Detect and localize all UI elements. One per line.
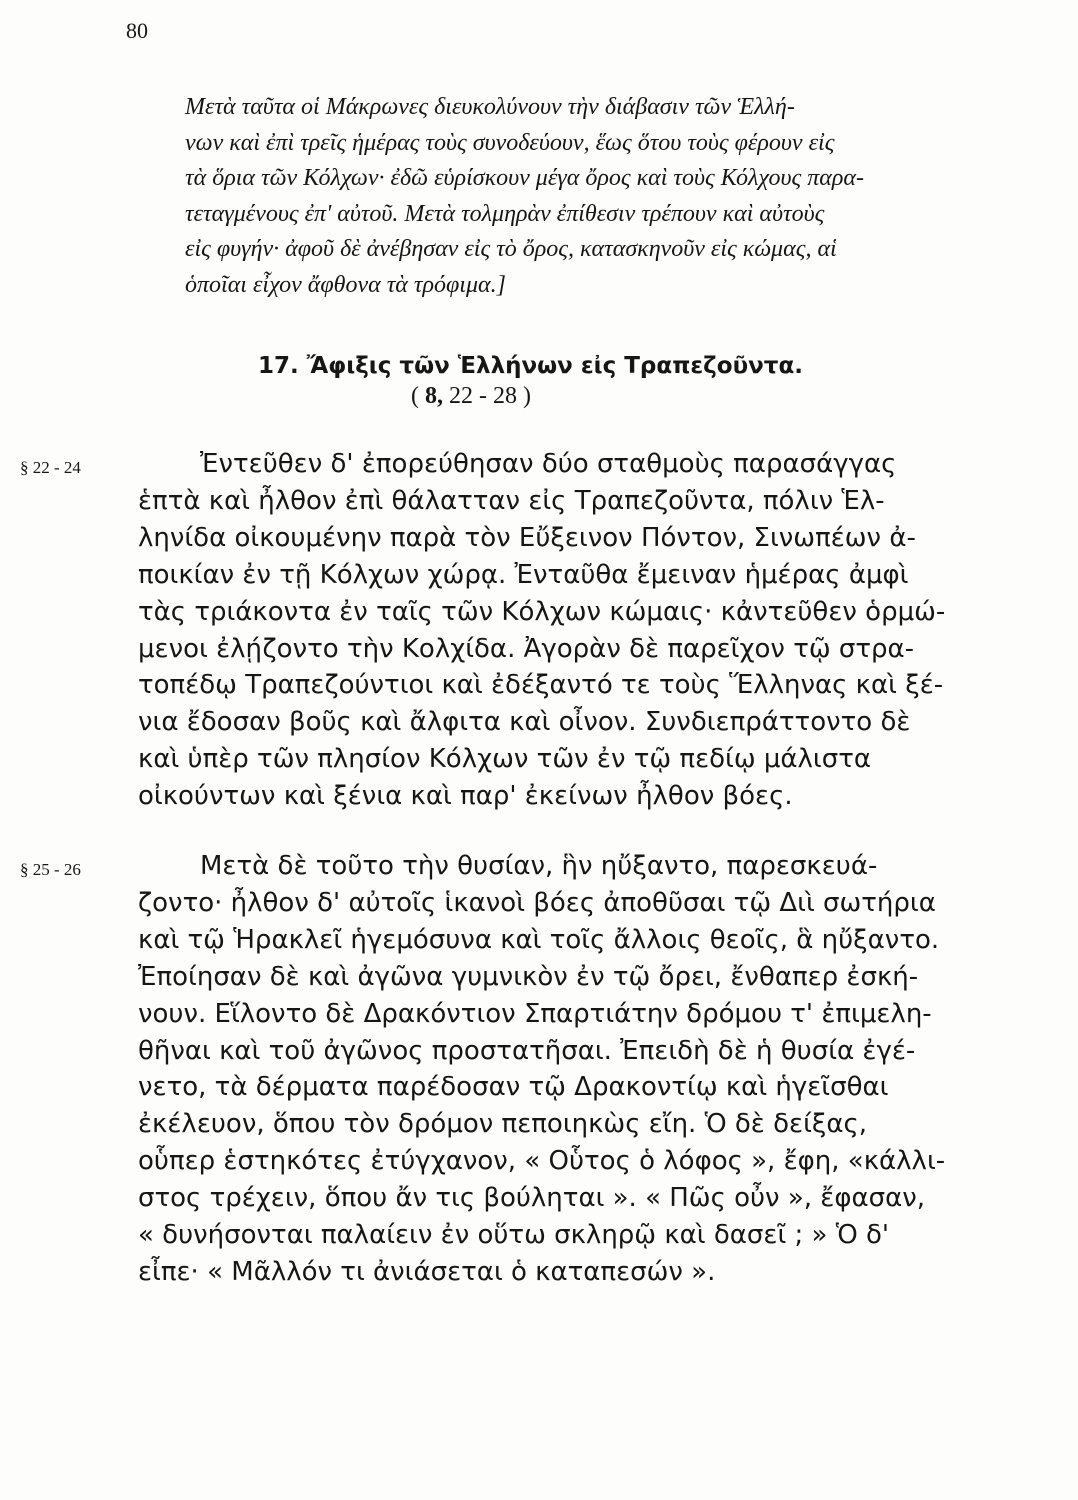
summary-line: τὰ ὅρια τῶν Κόλχων· ἐδῶ εὑρίσκουν μέγα ὄρος καὶ τοὺς Κόλχους παρα- bbox=[185, 165, 864, 191]
summary-line: εἰς φυγήν· ἀφοῦ δὲ ἀνέβησαν εἰς τὸ ὄρος, κατασκηνοῦν εἰς κώμας, αἱ bbox=[185, 236, 837, 262]
text-line: Μετὰ δὲ τοῦτο τὴν θυσίαν, ἣν ηὔξαντο, παρεσκευά- bbox=[200, 851, 878, 881]
text-line: ζοντο· ἦλθον δ' αὐτοῖς ἱκανοὶ βόες ἀποθῦσαι τῷ Διὶ σωτήρια bbox=[138, 887, 936, 918]
text-line: « δυνήσονται παλαίειν ἐν οὕτω σκληρῷ καὶ δασεῖ ; » Ὁ δ' bbox=[138, 1220, 890, 1251]
text-line: θῆναι καὶ τοῦ ἀγῶνος προστατῆσαι. Ἐπειδὴ δὲ ἡ θυσία ἐγέ- bbox=[138, 1035, 916, 1066]
summary-line: τεταγμένους ἐπ' αὐτοῦ. Μετὰ τολμηρὰν ἐπίθεσιν τρέπουν καὶ αὐτοὺς bbox=[185, 200, 825, 227]
text-line: οὗπερ ἑστηκότες ἐτύγχανον, « Οὗτος ὁ λόφος », ἔφη, «κάλλι- bbox=[138, 1146, 946, 1177]
text-paragraph bbox=[138, 446, 968, 815]
text-line: καὶ ὑπὲρ τῶν πλησίον Κόλχων τῶν ἐν τῷ πεδίῳ μάλιστα bbox=[138, 744, 872, 775]
section-ref: § 22 - 24 bbox=[20, 458, 81, 477]
text-line: στος τρέχειν, ὅπου ἄν τις βούληται ». « Πῶς οὖν », ἔφασαν, bbox=[138, 1183, 926, 1214]
text-line: εἶπε· « Μᾶλλόν τι ἀνιάσεται ὁ καταπεσών ». bbox=[138, 1256, 716, 1287]
text-line: τὰς τριάκοντα ἐν ταῖς τῶν Κόλχων κώμαις· κἀντεῦθεν ὁρμώ- bbox=[138, 596, 946, 627]
text-line: ποικίαν ἐν τῇ Κόλχων χώρᾳ. Ἐνταῦθα ἔμειναν ἡμέρας ἀμφὶ bbox=[138, 559, 909, 590]
summary-line: νων καὶ ἐπὶ τρεῖς ἡμέρας τοὺς συνοδεύουν, ἕως ὅτου τοὺς φέρουν εἰς bbox=[185, 129, 835, 156]
passage-reference bbox=[411, 383, 531, 410]
text-line: νουν. Εἵλοντο δὲ Δρακόντιον Σπαρτιάτην δρόμου τ' ἐπιμελη- bbox=[138, 998, 932, 1029]
summary-line: Μετὰ ταῦτα οἱ Μάκρωνες διευκολύνουν τὴν διάβασιν τῶν Ἑλλή- bbox=[185, 94, 795, 120]
text-line: μενοι ἐλῄζοντο τὴν Κολχίδα. Ἀγορὰν δὲ παρεῖχον τῷ στρα- bbox=[138, 633, 915, 664]
text-line: ἐκέλευον, ὅπου τὸν δρόμον πεποιηκὼς εἴη. Ὁ δὲ δείξας, bbox=[138, 1109, 868, 1140]
text-line: Ἐποίησαν δὲ καὶ ἀγῶνα γυμνικὸν ἐν τῷ ὄρει, ἔνθαπερ ἐσκή- bbox=[138, 961, 919, 992]
page-number: 80 bbox=[126, 18, 148, 43]
text-line: καὶ τῷ Ἡρακλεῖ ἡγεμόσυνα καὶ τοῖς ἄλλοις θεοῖς, ἃ ηὔξαντο. bbox=[138, 924, 940, 955]
text-line: ἑπτὰ καὶ ἦλθον ἐπὶ θάλατταν εἰς Τραπεζοῦντα, πόλιν Ἑλ- bbox=[138, 485, 885, 516]
text-line: τοπέδῳ Τραπεζούντιοι καὶ ἐδέξαντό τε τοὺς Ἕλληνας καὶ ξέ- bbox=[138, 670, 944, 701]
summary-line: ὁποῖαι εἶχον ἄφθονα τὰ τρόφιμα.] bbox=[185, 271, 506, 298]
text-paragraph bbox=[138, 848, 968, 1291]
ref-book: 8, bbox=[425, 383, 443, 409]
section-heading: 17. Ἄφιξις τῶν Ἑλλήνων εἰς Τραπεζοῦντα. bbox=[258, 353, 803, 379]
text-line: οἰκούντων καὶ ξένια καὶ παρ' ἐκείνων ἦλθον βόες. bbox=[138, 781, 793, 812]
text-line: νετο, τὰ δέρματα παρέδοσαν τῷ Δρακοντίῳ καὶ ἡγεῖσθαι bbox=[138, 1072, 889, 1103]
ref-open: ( bbox=[411, 383, 425, 409]
text-line: Ἐντεῦθεν δ' ἐπορεύθησαν δύο σταθμοὺς παρασάγγας bbox=[200, 449, 897, 479]
summary-paragraph bbox=[185, 90, 960, 303]
section-ref: § 25 - 26 bbox=[20, 860, 81, 879]
ref-range: 22 - 28 ) bbox=[443, 383, 531, 409]
text-line: νια ἔδοσαν βοῦς καὶ ἄλφιτα καὶ οἶνον. Συνδιεπράττοντο δὲ bbox=[138, 707, 911, 738]
text-line: ληνίδα οἰκουμένην παρὰ τὸν Εὔξεινον Πόντον, Σινωπέων ἀ- bbox=[138, 522, 916, 553]
